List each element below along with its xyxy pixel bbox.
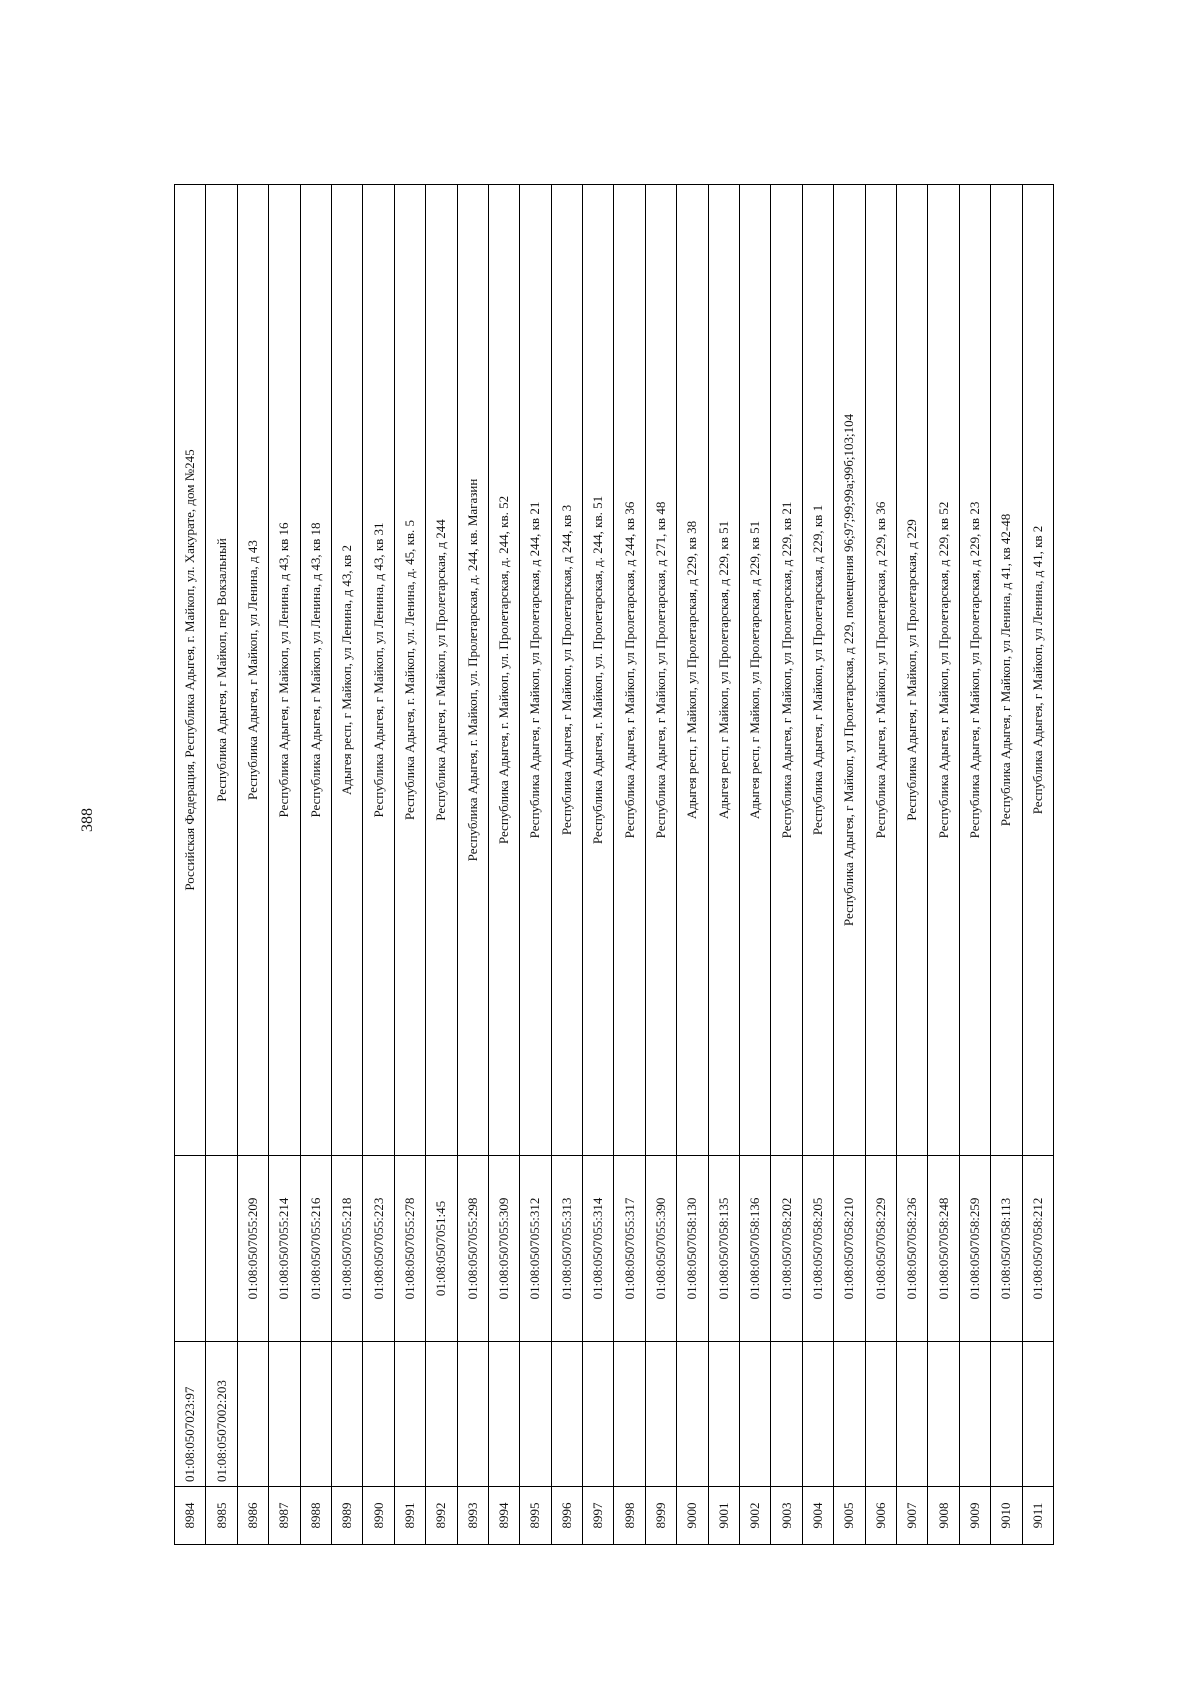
- land-cadastral-number-cell: [488, 1342, 519, 1487]
- address-cell: Республика Адыгея, г Майкоп, ул Ленина, д 41, кв 42-48: [991, 185, 1022, 1156]
- building-cadastral-number-cell: 01:08:0507051:45: [426, 1156, 457, 1342]
- table-row: [363, 185, 394, 1545]
- address-cell: Республика Адыгея, г Майкоп, ул Ленина, д 43, кв 31: [363, 185, 394, 1156]
- table-row: [426, 185, 457, 1545]
- row-number-cell: 8985: [206, 1487, 237, 1545]
- address-cell: Республика Адыгея, г. Майкоп, ул. Ленина, д. 45, кв. 5: [394, 185, 425, 1156]
- address-cell: Республика Адыгея, г Майкоп, ул Ленина, д 41, кв 2: [1022, 185, 1053, 1156]
- land-cadastral-number-cell: [928, 1342, 959, 1487]
- table-row: [488, 185, 519, 1545]
- row-number-cell: 9008: [928, 1487, 959, 1545]
- address-cell: Адыгея респ, г Майкоп, ул Пролетарская, д 229, кв 51: [740, 185, 771, 1156]
- page-number: 388: [79, 808, 96, 832]
- building-cadastral-number-cell: 01:08:0507058:113: [991, 1156, 1022, 1342]
- address-cell: Республика Адыгея, г Майкоп, ул Пролетарская, д 229, помещения 96;97;99;99а;99б;103;104: [834, 185, 865, 1156]
- land-cadastral-number-cell: [677, 1342, 708, 1487]
- land-cadastral-number-cell: [551, 1342, 582, 1487]
- land-cadastral-number-cell: [896, 1342, 927, 1487]
- building-cadastral-number-cell: 01:08:0507058:259: [959, 1156, 990, 1342]
- address-cell: Республика Адыгея, г. Майкоп, ул. Пролетарская, д. 244, кв. 51: [583, 185, 614, 1156]
- land-cadastral-number-cell: [363, 1342, 394, 1487]
- table-row: [269, 185, 300, 1545]
- building-cadastral-number-cell: 01:08:0507058:135: [708, 1156, 739, 1342]
- building-cadastral-number-cell: 01:08:0507058:202: [771, 1156, 802, 1342]
- land-cadastral-number-cell: [740, 1342, 771, 1487]
- row-number-cell: 8991: [394, 1487, 425, 1545]
- building-cadastral-number-cell: 01:08:0507055:314: [583, 1156, 614, 1342]
- row-number-cell: 9007: [896, 1487, 927, 1545]
- building-cadastral-number-cell: 01:08:0507058:212: [1022, 1156, 1053, 1342]
- row-number-cell: 8996: [551, 1487, 582, 1545]
- address-cell: Республика Адыгея, г Майкоп, ул Ленина, д 43: [237, 185, 268, 1156]
- table-row: [614, 185, 645, 1545]
- land-cadastral-number-cell: [269, 1342, 300, 1487]
- row-number-cell: 8998: [614, 1487, 645, 1545]
- land-cadastral-number-cell: [802, 1342, 833, 1487]
- building-cadastral-number-cell: [206, 1156, 237, 1342]
- table-row: [802, 185, 833, 1545]
- address-cell: Республика Адыгея, г Майкоп, ул Пролетарская, д 244, кв 21: [520, 185, 551, 1156]
- building-cadastral-number-cell: 01:08:0507055:214: [269, 1156, 300, 1342]
- building-cadastral-number-cell: [175, 1156, 206, 1342]
- address-cell: Адыгея респ, г Майкоп, ул Ленина, д 43, кв 2: [331, 185, 362, 1156]
- table-row: [520, 185, 551, 1545]
- land-cadastral-number-cell: [771, 1342, 802, 1487]
- address-cell: Республика Адыгея, г Майкоп, ул Пролетарская, д 244, кв 3: [551, 185, 582, 1156]
- building-cadastral-number-cell: 01:08:0507058:210: [834, 1156, 865, 1342]
- building-cadastral-number-cell: 01:08:0507055:309: [488, 1156, 519, 1342]
- table-row: [677, 185, 708, 1545]
- row-number-cell: 9004: [802, 1487, 833, 1545]
- land-cadastral-number-cell: [237, 1342, 268, 1487]
- address-cell: Республика Адыгея, г Майкоп, ул Пролетарская, д 244: [426, 185, 457, 1156]
- row-number-cell: 9003: [771, 1487, 802, 1545]
- row-number-cell: 8999: [645, 1487, 676, 1545]
- building-cadastral-number-cell: 01:08:0507055:313: [551, 1156, 582, 1342]
- building-cadastral-number-cell: 01:08:0507055:209: [237, 1156, 268, 1342]
- registry-table-container: [174, 185, 1100, 1545]
- building-cadastral-number-cell: 01:08:0507055:218: [331, 1156, 362, 1342]
- row-number-cell: 9001: [708, 1487, 739, 1545]
- table-row: [645, 185, 676, 1545]
- table-row: [300, 185, 331, 1545]
- building-cadastral-number-cell: 01:08:0507055:312: [520, 1156, 551, 1342]
- land-cadastral-number-cell: [834, 1342, 865, 1487]
- row-number-cell: 8987: [269, 1487, 300, 1545]
- building-cadastral-number-cell: 01:08:0507058:205: [802, 1156, 833, 1342]
- building-cadastral-number-cell: 01:08:0507058:248: [928, 1156, 959, 1342]
- address-cell: Республика Адыгея, г Майкоп, ул Пролетарская, д 229: [896, 185, 927, 1156]
- building-cadastral-number-cell: 01:08:0507058:229: [865, 1156, 896, 1342]
- address-cell: Республика Адыгея, г Майкоп, ул Пролетарская, д 229, кв 52: [928, 185, 959, 1156]
- row-number-cell: 9002: [740, 1487, 771, 1545]
- address-cell: Республика Адыгея, г Майкоп, ул Пролетарская, д 229, кв 23: [959, 185, 990, 1156]
- land-cadastral-number-cell: [457, 1342, 488, 1487]
- address-cell: Республика Адыгея, г Майкоп, ул Пролетарская, д 229, кв 21: [771, 185, 802, 1156]
- row-number-cell: 8989: [331, 1487, 362, 1545]
- table-row: [771, 185, 802, 1545]
- row-number-cell: 8992: [426, 1487, 457, 1545]
- building-cadastral-number-cell: 01:08:0507055:216: [300, 1156, 331, 1342]
- land-cadastral-number-cell: [959, 1342, 990, 1487]
- building-cadastral-number-cell: 01:08:0507055:223: [363, 1156, 394, 1342]
- row-number-cell: 8994: [488, 1487, 519, 1545]
- table-row: [1022, 185, 1053, 1545]
- table-row: [237, 185, 268, 1545]
- row-number-cell: 9006: [865, 1487, 896, 1545]
- address-cell: Республика Адыгея, г Майкоп, ул Ленина, д 43, кв 18: [300, 185, 331, 1156]
- table-row: [175, 185, 206, 1545]
- row-number-cell: 9010: [991, 1487, 1022, 1545]
- table-row: [928, 185, 959, 1545]
- land-cadastral-number-cell: [708, 1342, 739, 1487]
- land-cadastral-number-cell: [865, 1342, 896, 1487]
- table-row: [896, 185, 927, 1545]
- row-number-cell: 9005: [834, 1487, 865, 1545]
- row-number-cell: 8990: [363, 1487, 394, 1545]
- building-cadastral-number-cell: 01:08:0507055:390: [645, 1156, 676, 1342]
- land-cadastral-number-cell: [645, 1342, 676, 1487]
- address-cell: Республика Адыгея, г Майкоп, ул Пролетарская, д 229, кв 36: [865, 185, 896, 1156]
- address-cell: Республика Адыгея, г. Майкоп, ул. Пролетарская, д. 244, кв. 52: [488, 185, 519, 1156]
- table-row: [457, 185, 488, 1545]
- building-cadastral-number-cell: 01:08:0507058:236: [896, 1156, 927, 1342]
- building-cadastral-number-cell: 01:08:0507055:317: [614, 1156, 645, 1342]
- address-cell: Республика Адыгея, г Майкоп, ул Пролетарская, д 271, кв 48: [645, 185, 676, 1156]
- land-cadastral-number-cell: [331, 1342, 362, 1487]
- table-row: [708, 185, 739, 1545]
- building-cadastral-number-cell: 01:08:0507055:298: [457, 1156, 488, 1342]
- address-cell: Адыгея респ, г Майкоп, ул Пролетарская, д 229, кв 51: [708, 185, 739, 1156]
- table-row: [991, 185, 1022, 1545]
- building-cadastral-number-cell: 01:08:0507058:130: [677, 1156, 708, 1342]
- table-row: [551, 185, 582, 1545]
- land-cadastral-number-cell: [1022, 1342, 1053, 1487]
- address-cell: Российская Федерация, Республика Адыгея, г. Майкоп, ул. Хакурате, дом №245: [175, 185, 206, 1156]
- land-cadastral-number-cell: [583, 1342, 614, 1487]
- land-cadastral-number-cell: 01:08:0507023:97: [175, 1342, 206, 1487]
- row-number-cell: 9009: [959, 1487, 990, 1545]
- land-cadastral-number-cell: [614, 1342, 645, 1487]
- table-row: [583, 185, 614, 1545]
- address-cell: Республика Адыгея, г Майкоп, ул Ленина, д 43, кв 16: [269, 185, 300, 1156]
- land-cadastral-number-cell: [520, 1342, 551, 1487]
- row-number-cell: 8986: [237, 1487, 268, 1545]
- table-row: [394, 185, 425, 1545]
- building-cadastral-number-cell: 01:08:0507058:136: [740, 1156, 771, 1342]
- registry-table: [174, 184, 1054, 1545]
- row-number-cell: 9011: [1022, 1487, 1053, 1545]
- land-cadastral-number-cell: [991, 1342, 1022, 1487]
- land-cadastral-number-cell: 01:08:0507002:203: [206, 1342, 237, 1487]
- row-number-cell: 8984: [175, 1487, 206, 1545]
- row-number-cell: 8997: [583, 1487, 614, 1545]
- table-row: [740, 185, 771, 1545]
- land-cadastral-number-cell: [300, 1342, 331, 1487]
- address-cell: Республика Адыгея, г Майкоп, пер Вокзальный: [206, 185, 237, 1156]
- table-row: [331, 185, 362, 1545]
- row-number-cell: 8995: [520, 1487, 551, 1545]
- address-cell: Республика Адыгея, г Майкоп, ул Пролетарская, д 244, кв 36: [614, 185, 645, 1156]
- table-row: [834, 185, 865, 1545]
- row-number-cell: 8988: [300, 1487, 331, 1545]
- address-cell: Республика Адыгея, г Майкоп, ул Пролетарская, д 229, кв 1: [802, 185, 833, 1156]
- table-row: [206, 185, 237, 1545]
- table-row: [865, 185, 896, 1545]
- table-row: [959, 185, 990, 1545]
- building-cadastral-number-cell: 01:08:0507055:278: [394, 1156, 425, 1342]
- address-cell: Республика Адыгея, г. Майкоп, ул. Пролетарская, д. 244, кв. Магазин: [457, 185, 488, 1156]
- row-number-cell: 8993: [457, 1487, 488, 1545]
- row-number-cell: 9000: [677, 1487, 708, 1545]
- address-cell: Адыгея респ, г Майкоп, ул Пролетарская, д 229, кв 38: [677, 185, 708, 1156]
- registry-table-body: [175, 185, 1054, 1545]
- land-cadastral-number-cell: [394, 1342, 425, 1487]
- land-cadastral-number-cell: [426, 1342, 457, 1487]
